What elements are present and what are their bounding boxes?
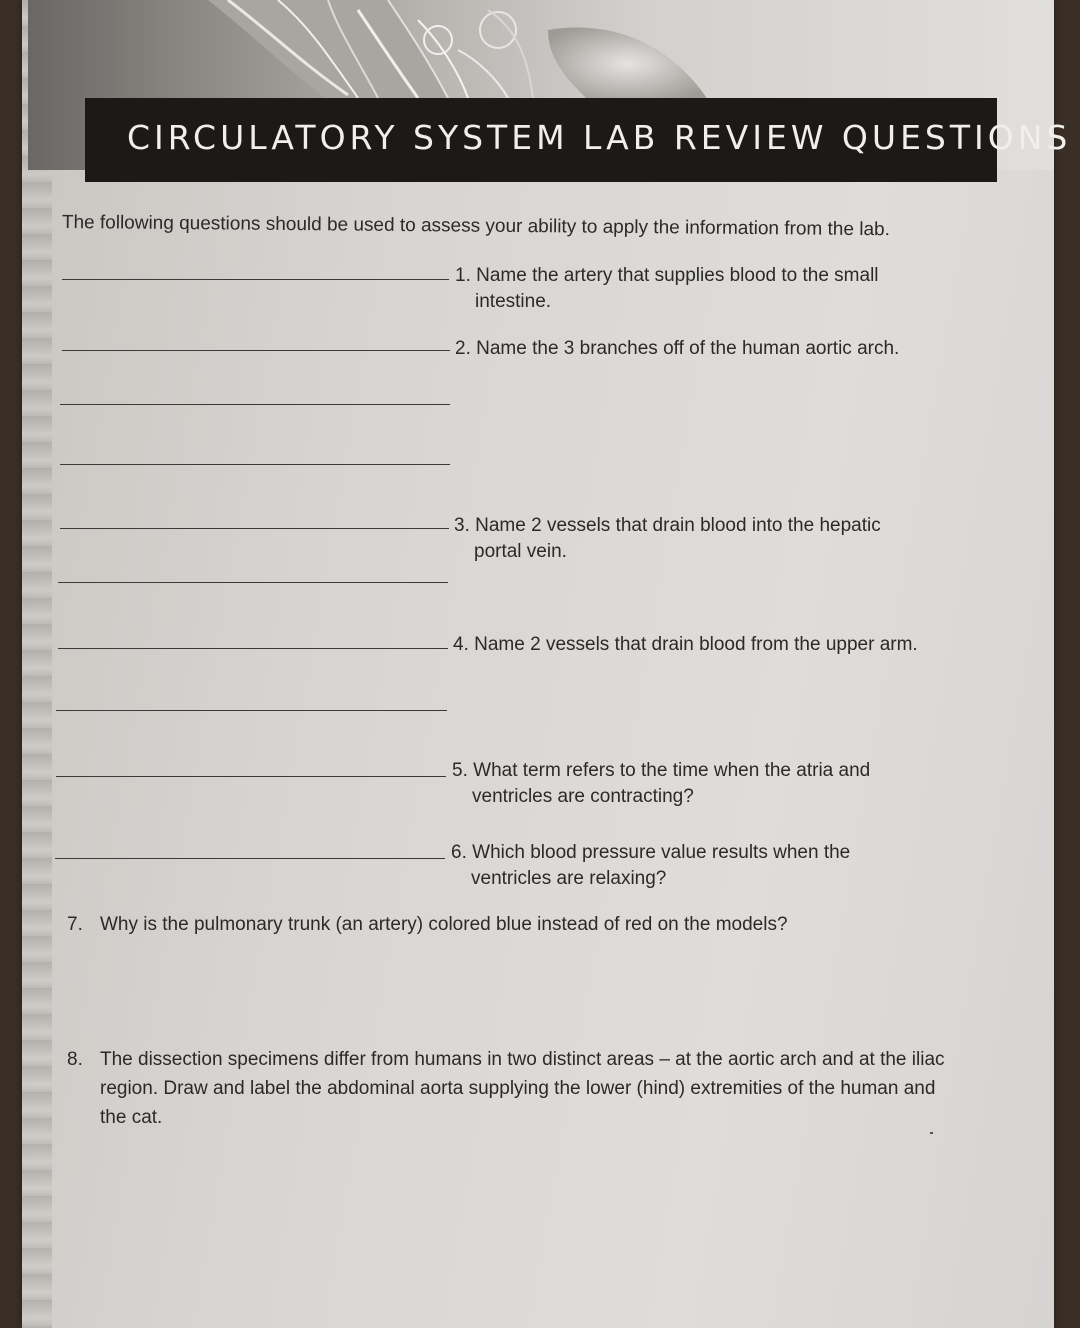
answer-line-q2-c[interactable] xyxy=(60,464,450,465)
answer-line-q4-a[interactable] xyxy=(58,648,448,649)
question-4-text: Name 2 vessels that drain blood from the upper arm. xyxy=(474,634,918,655)
answer-line-q1[interactable] xyxy=(62,279,449,280)
question-5-number: 5. xyxy=(452,760,468,781)
pen-mark xyxy=(930,1132,933,1134)
question-5 xyxy=(452,758,870,810)
question-6-text-cont: ventricles are relaxing? xyxy=(471,868,667,889)
question-8-text: The dissection specimens differ from humans in two distinct areas – at the aortic arch and at the iliac region. Draw and label the abdominal aorta supplying the lower (hind) extremities of the human and the cat. xyxy=(100,1049,945,1128)
question-1-number: 1. xyxy=(455,265,471,286)
question-2-text: Name the 3 branches off of the human aortic arch. xyxy=(476,338,900,359)
question-3-text: Name 2 vessels that drain blood into the hepatic xyxy=(475,515,881,536)
instructions-text: The following questions should be used to assess your ability to apply the information from the lab. xyxy=(61,212,890,241)
answer-line-q3-b[interactable] xyxy=(58,582,448,583)
question-7-number: 7. xyxy=(67,914,83,935)
question-6-number: 6. xyxy=(451,842,467,863)
answer-line-q2-b[interactable] xyxy=(60,404,450,405)
question-3-text-cont: portal vein. xyxy=(474,541,567,562)
title-banner xyxy=(85,98,1072,182)
question-2 xyxy=(455,336,899,362)
question-1 xyxy=(455,263,879,315)
question-4-number: 4. xyxy=(453,634,469,655)
spiral-binding xyxy=(22,0,52,1328)
question-5-text: What term refers to the time when the atria and xyxy=(473,760,871,781)
question-3-number: 3. xyxy=(454,515,470,536)
question-2-number: 2. xyxy=(455,338,471,359)
question-1-text: Name the artery that supplies blood to the small xyxy=(476,265,879,286)
answer-line-q3-a[interactable] xyxy=(60,528,449,529)
question-6 xyxy=(451,840,850,892)
question-6-text: Which blood pressure value results when the xyxy=(472,842,851,863)
question-7-text: Why is the pulmonary trunk (an artery) colored blue instead of red on the models? xyxy=(100,914,788,935)
question-8-number: 8. xyxy=(67,1049,83,1070)
question-3 xyxy=(454,513,881,565)
answer-line-q4-b[interactable] xyxy=(56,710,447,711)
answer-line-q5[interactable] xyxy=(56,776,446,777)
question-4 xyxy=(453,632,918,658)
answer-line-q6[interactable] xyxy=(55,858,445,859)
question-1-text-cont: intestine. xyxy=(475,291,552,312)
question-5-text-cont: ventricles are contracting? xyxy=(472,786,694,807)
page-title: CIRCULATORY SYSTEM LAB REVIEW QUESTIONS xyxy=(127,118,1072,157)
answer-line-q2-a[interactable] xyxy=(62,350,450,351)
